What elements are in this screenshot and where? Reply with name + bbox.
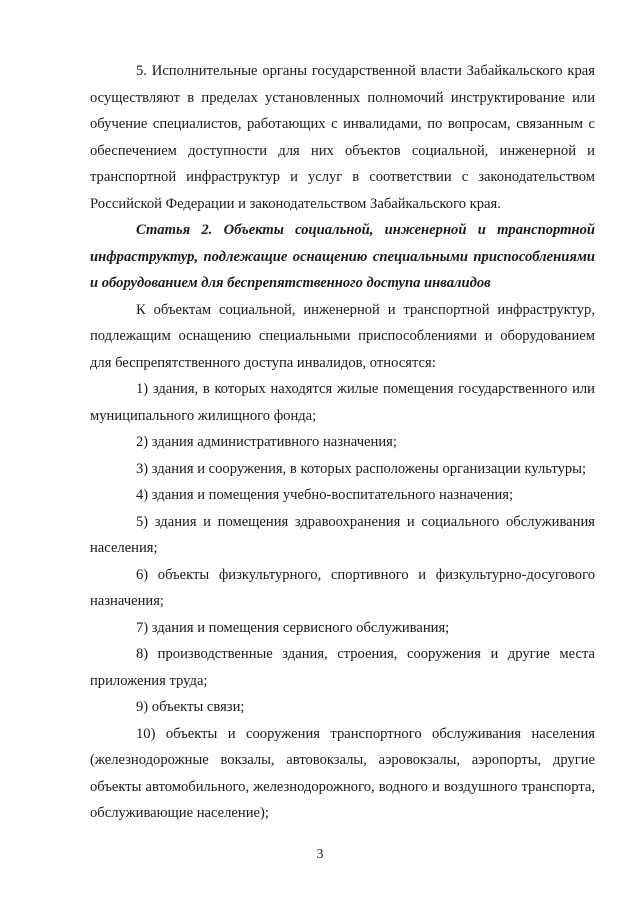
list-item: 6) объекты физкультурного, спортивного и физкультурно-досугового назначения; bbox=[90, 566, 595, 609]
list-item: 3) здания и сооружения, в которых расположены организации культуры; bbox=[136, 460, 587, 477]
list-item: 9) объекты связи; bbox=[136, 699, 245, 715]
article-intro: К объектам социальной, инженерной и транспортной инфраструктур, подлежащим оснащению специальными приспособлениями и оборудованием для беспрепятственного доступа инвалидов, относятся: bbox=[90, 301, 595, 371]
page-content bbox=[90, 58, 595, 827]
list-item: 2) здания административного назначения; bbox=[136, 434, 397, 450]
paragraph-clause-5: 5. Исполнительные органы государственной власти Забайкальского края осуществляют в пределах установленных полномочий инструктирование или обучение специалистов, работающих с инвалидами, по вопросам, связанным с обеспечением доступности для них объектов социальной, инженерной и транспортной инфраструктур и услуг в соответствии с законодательством Российской Федерации и законодательством Забайкальского края. bbox=[90, 63, 595, 212]
list-item: 1) здания, в которых находятся жилые помещения государственного или муниципального жилищного фонда; bbox=[90, 381, 595, 424]
list-item: 7) здания и помещения сервисного обслуживания; bbox=[136, 619, 450, 636]
list-item: 5) здания и помещения здравоохранения и социального обслуживания населения; bbox=[90, 513, 595, 556]
article-heading: Статья 2. Объекты социальной, инженерной и транспортной инфраструктур, подлежащие оснащению специальными приспособлениями и оборудованием для беспрепятственного доступа инвалидов bbox=[90, 222, 595, 291]
page-number: 3 bbox=[316, 847, 324, 862]
list-item: 10) объекты и сооружения транспортного обслуживания населения (железнодорожные вокзалы, автовокзалы, аэровокзалы, аэропорты, другие объекты автомобильного, железнодорожного, водного и воздушного транспорта, обслуживающие население); bbox=[90, 725, 595, 821]
list-item: 4) здания и помещения учебно-воспитательного назначения; bbox=[136, 487, 514, 503]
list-item: 8) производственные здания, строения, сооружения и другие места приложения труда; bbox=[90, 646, 595, 689]
